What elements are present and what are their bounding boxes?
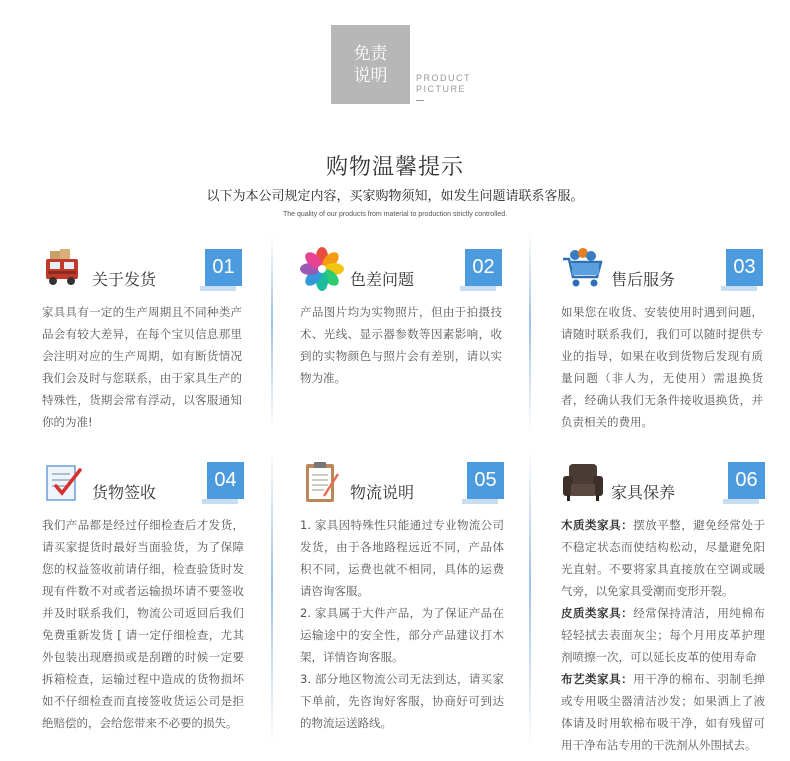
en-label-line-1: PRODUCT — [416, 73, 471, 83]
page-title: 购物温馨提示 — [325, 155, 464, 180]
column-divider — [271, 448, 273, 748]
page-subtitle: 以下为本公司规定内容，买家购物须知，如发生问题请联系客服。 — [206, 189, 584, 204]
shopping-cart-icon — [561, 247, 605, 291]
paragraph-label: 木质类家具： — [561, 518, 634, 532]
checklist-icon — [42, 460, 86, 504]
paragraph-text: 用干净的棉布、羽制毛掸或专用吸尘器清洁沙发；如果洒上了液体请及时用软棉布吸干净，如有残留可用干净布沾专用的干洗剂从外围拭去。 — [561, 672, 765, 752]
paragraph: 1. 家具因特殊性只能通过专业物流公司发货，由于各地路程远近不同，产品体积不同，运费也就不相同，具体的运费请咨询客服。 — [300, 518, 504, 598]
section-header — [300, 460, 504, 510]
section-body — [561, 514, 765, 756]
column-divider — [529, 232, 531, 432]
armchair-icon — [561, 460, 605, 504]
section-number: 04 — [207, 462, 244, 499]
section-body — [300, 514, 504, 734]
paragraph-label: 皮质类家具： — [561, 606, 634, 620]
english-tagline: The quality of our products from material to production strictly controlled. — [282, 211, 508, 218]
en-label-line-2: PICTURE — [416, 84, 467, 94]
section-receipt — [42, 460, 244, 734]
paragraph — [561, 514, 765, 602]
section-body — [300, 301, 502, 389]
section-number: 02 — [465, 249, 502, 286]
section-title: 售后服务 — [611, 270, 676, 289]
section-body — [561, 301, 763, 433]
paragraph: 2. 家具属于大件产品，为了保证产品在运输途中的安全性，部分产品建议打木架，详情咨询客服。 — [300, 606, 504, 664]
section-color-difference — [300, 247, 502, 389]
section-header — [42, 247, 242, 297]
section-title: 货物签收 — [92, 483, 157, 502]
section-title: 色差问题 — [350, 270, 415, 289]
color-wheel-icon — [300, 247, 344, 291]
section-number: 05 — [467, 462, 504, 499]
section-header — [561, 460, 765, 510]
section-number: 01 — [205, 249, 242, 286]
section-number: 06 — [728, 462, 765, 499]
section-title: 关于发货 — [92, 270, 157, 289]
paragraph — [561, 668, 765, 756]
paragraph: 产品图片均为实物照片，但由于拍摄技术、光线、显示器参数等因素影响，收到的实物颜色与照片会有差别，请以实物为准。 — [300, 305, 502, 385]
section-header — [561, 247, 763, 297]
paragraph: 家具具有一定的生产周期且不同种类产品会有较大差异，在每个宝贝信息那里会注明对应的生产周期，如有断货情况我们会及时与您联系，由于家具生产的特殊性，货期会常有浮动，以客服通知你的为准! — [42, 305, 242, 429]
disclaimer-badge — [331, 25, 410, 104]
paragraph: 如果您在收货、安装使用时遇到问题，请随时联系我们，我们可以随时提供专业的指导，如果在收到货物后发现有质量问题（非人为，无使用）需退换货者，经确认我们无条件接收退换货，并负责相关的费用。 — [561, 305, 763, 429]
section-body — [42, 301, 242, 433]
clipboard-icon — [300, 460, 344, 504]
truck-icon — [42, 247, 86, 291]
paragraph: 我们产品都是经过仔细检查后才发货，请买家提货时最好当面验货，为了保障您的权益签收前请仔细，检查验货时发现有件数不对或者运输损坏请不要签收并及时联系我们，物流公司返回后我们免费重新发货 [ 请一定仔细检查，尤其外包装出现磨损或是刮蹭的时候一定要拆箱检查，运输过程中造成的货物损坏如不仔细检查而直接签收货运公司是拒绝赔偿的，会给您带来不必要的损失。 — [42, 518, 244, 730]
section-title: 物流说明 — [350, 483, 415, 502]
paragraph — [561, 602, 765, 668]
section-after-sales — [561, 247, 763, 433]
paragraph: 3. 部分地区物流公司无法到达，请买家下单前，先咨询好客服，协商好可到达的物流运送路线。 — [300, 672, 504, 730]
section-body — [42, 514, 244, 734]
section-title: 家具保养 — [611, 483, 676, 502]
section-number: 03 — [726, 249, 763, 286]
section-header — [300, 247, 502, 297]
badge-line-1: 免责 — [353, 43, 388, 64]
section-shipping — [42, 247, 242, 433]
section-maintenance — [561, 460, 765, 756]
column-divider — [529, 448, 531, 748]
paragraph-text: 摆放平整，避免经常处于不稳定状态而使结构松动，尽量避免阳光直射。不要将家具直接放在空调或暖气旁，以免家具受潮而变形开裂。 — [561, 518, 765, 598]
paragraph-text: 经常保持清洁，用纯棉布轻轻拭去表面灰尘；每个月用皮革护理剂喷擦一次，可以延长皮革的使用寿命 — [561, 606, 765, 664]
header-dash — [416, 100, 424, 101]
section-logistics — [300, 460, 504, 734]
paragraph-label: 布艺类家具： — [561, 672, 634, 686]
badge-line-2: 说明 — [353, 65, 388, 86]
product-picture-label — [416, 73, 471, 95]
column-divider — [271, 232, 273, 432]
section-header — [42, 460, 244, 510]
